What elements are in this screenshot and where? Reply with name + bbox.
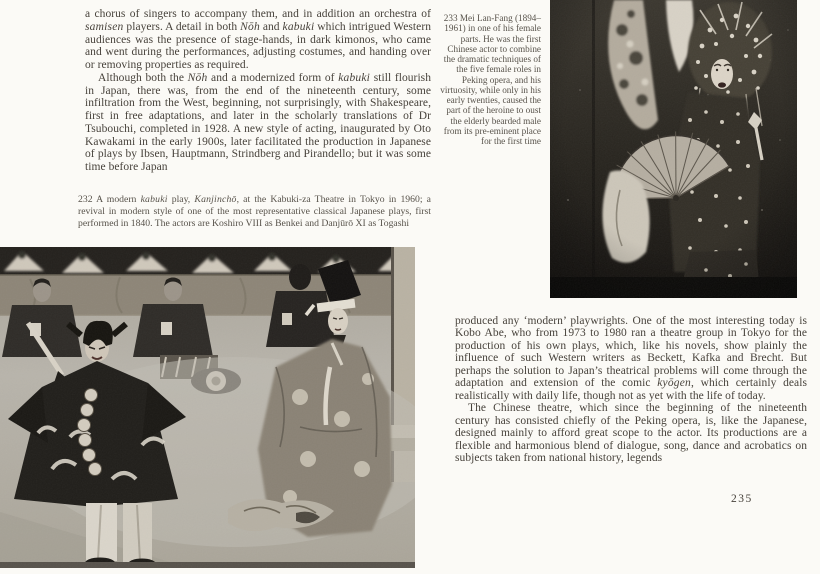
mei-lan-fang-illustration: [550, 0, 797, 298]
paragraph: The Chinese theatre, which since the beginning of the nineteenth century has consisted chiefly of the Peking opera, is, like the Japanese, designed mainly to afford great scope to the actor. Its productions are a flexible and harmonious blend of dialogue, song, dance and acrobatics on subjects taken from national history, legends: [455, 402, 807, 464]
photo-mei-lan-fang: [550, 0, 797, 298]
paragraph: Although both the Nōh and a modernized form of kabuki still flourish in Japan, there was, from the end of the nineteenth century, some infiltration from the West, beginning, not surprisingly, with Shakespeare, first in free adaptations, and later in the scholarly translations of Dr Tsubouchi, completed in 1928. A new style of acting, inaugurated by Oto Kawakami in the early 1900s, later facilitated the production in Japanese of plays by Ibsen, Hauptmann, Strindberg and Pirandello; but it was some time before Japan: [85, 71, 432, 173]
kabuki-scene-illustration: [0, 247, 415, 568]
photo-kabuki-kanjincho: [0, 247, 415, 568]
right-text-column: [455, 315, 807, 464]
paragraph: a chorus of singers to accompany them, and in addition an orchestra of samisen players. A detail in both Nōh and kabuki which intrigued Western audiences was the presence of stage-hands, in dark kimonos, who came and went during the performances, adjusting costumes, and handing over or removing properties as required.: [85, 8, 432, 71]
paragraph: produced any ‘modern’ playwrights. One of the most interesting today is Kobo Abe, who from 1973 to 1980 ran a theatre group in Tokyo for the production of his own plays, which, like his novels, show plainly the influence of such Western writers as Beckett, Kafka and Brecht. But perhaps the solution to Japan’s theatrical problems will come through the adaptation and extension of the comic kyōgen, which certainly deals realistically with daily life, though not as yet with the life of today.: [455, 315, 807, 402]
figure-caption-233: 233 Mei Lan-Fang (1894–1961) in one of his female parts. He was the first Chinese actor to combine the dramatic techniques of the five female roles in Peking opera, and his virtuosity, while only in his early twenties, caused the part of the heroine to oust the elderly bearded male from its pre-eminent place for the first time: [440, 13, 541, 146]
figure-caption-232: 232 A modern kabuki play, Kanjinchō, at the Kabuki-za Theatre in Tokyo in 1960; a revival in modern style of one of the most representative classical Japanese plays, first performed in 1840. The actors are Koshiro VIII as Benkei and Danjūrō XI as Togashi: [78, 194, 431, 230]
left-text-column: [85, 8, 431, 174]
page-number: 235: [731, 493, 753, 505]
